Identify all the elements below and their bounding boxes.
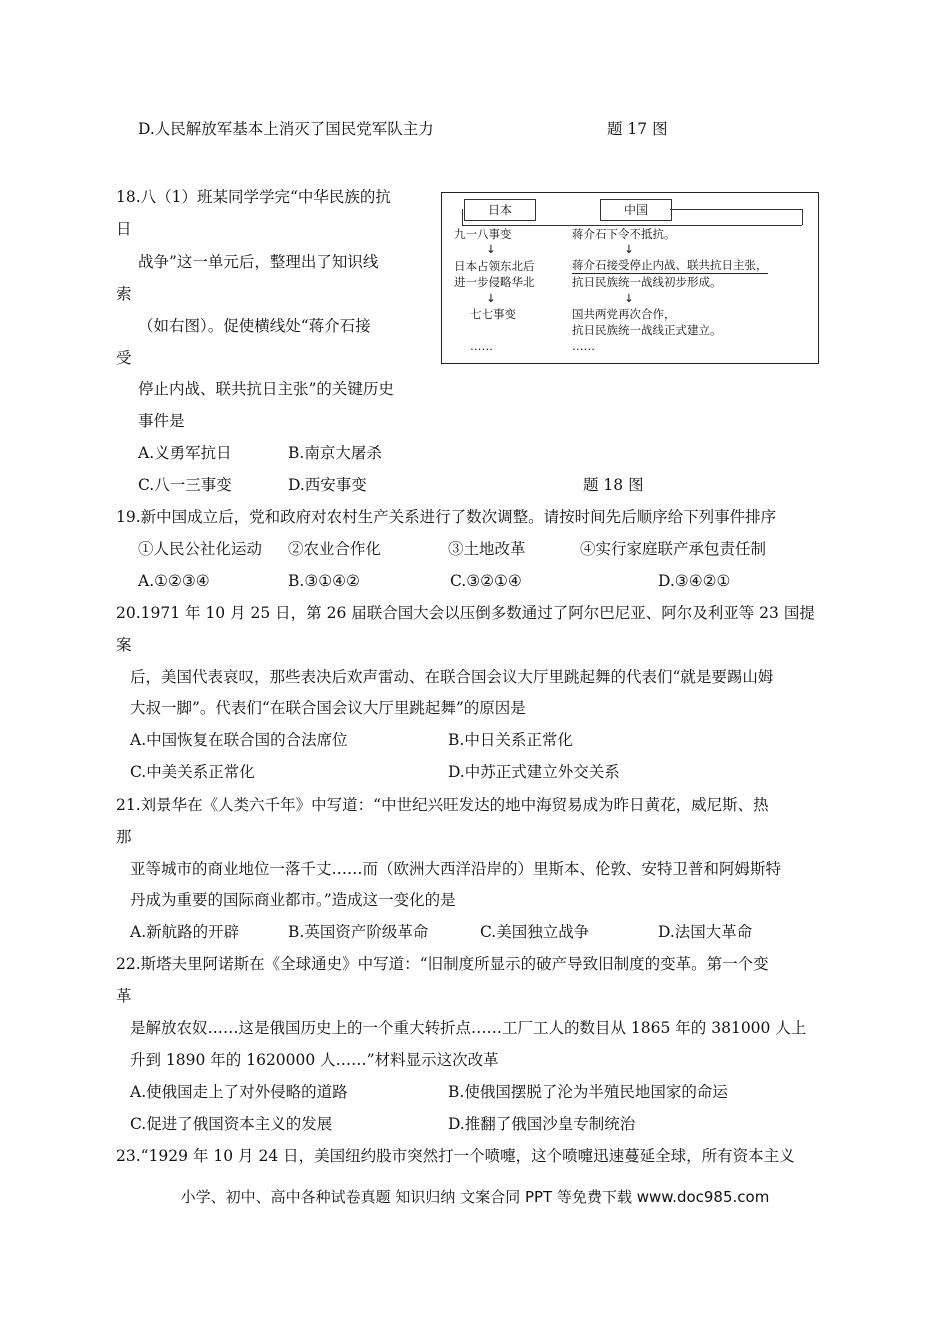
q19-stem: 19.新中国成立后，党和政府对农村生产关系进行了数次调整。请按时间先后顺序给下列事件排序 xyxy=(116,508,777,526)
q20-option-d: D.中苏正式建立外交关系 xyxy=(448,763,620,781)
q21-option-a: A.新航路的开辟 xyxy=(130,923,240,941)
fig-cn-1: 蒋介石下令不抵抗。 xyxy=(572,227,676,241)
q19-item-2: ②农业合作化 xyxy=(288,540,382,558)
q21-option-c: C.美国独立战争 xyxy=(480,923,590,941)
q22-stem-1: 22.斯塔夫里阿诺斯在《全球通史》中写道：“旧制度所显示的破产导致旧制度的变革。第一个变 xyxy=(116,955,769,973)
q18-stem-4: 索 xyxy=(116,285,132,303)
fig-connector-top xyxy=(670,209,802,210)
q22-option-d: D.推翻了俄国沙皇专制统治 xyxy=(448,1115,636,1133)
fig-jp-1: 九一八事变 xyxy=(454,227,512,241)
fig-cn-3: 抗日民族统一战线初步形成。 xyxy=(572,275,722,289)
q17-option-d: D.人民解放军基本上消灭了国民党军队主力 xyxy=(138,120,434,138)
fig-jp-5: …… xyxy=(470,339,493,353)
q19-option-d: D.③④②① xyxy=(658,572,731,590)
fig-connector-left xyxy=(462,209,463,225)
q18-stem-1: 18.八（1）班某同学学完“中华民族的抗 xyxy=(116,188,391,206)
q18-option-c: C.八一三事变 xyxy=(138,476,232,494)
q18-option-b: B.南京大屠杀 xyxy=(288,444,382,462)
fig-cn-2-underlined: 蒋介石接受停止内战、联共抗日主张， xyxy=(572,258,768,272)
fig-divider-line xyxy=(462,225,802,226)
fig-cn-arrow-1: ↓ xyxy=(624,242,634,256)
q18-stem-8: 事件是 xyxy=(138,412,185,430)
q22-option-c: C.促进了俄国资本主义的发展 xyxy=(130,1115,333,1133)
q18-option-a: A.义勇军抗日 xyxy=(138,444,232,462)
q18-stem-6: 受 xyxy=(116,349,132,367)
q22-stem-3: 是解放农奴……这是俄国历史上的一个重大转折点……工厂工人的数目从 1865 年的 381000 人上 xyxy=(130,1019,807,1037)
q19-item-1: ①人民公社化运动 xyxy=(138,540,263,558)
q18-stem-3: 战争”这一单元后，整理出了知识线 xyxy=(138,253,379,271)
fig18-knowledge-chart xyxy=(441,192,819,364)
q19-item-4: ④实行家庭联产承包责任制 xyxy=(580,540,767,558)
q22-option-a: A.使俄国走上了对外侵略的道路 xyxy=(130,1083,348,1101)
q20-option-b: B.中日关系正常化 xyxy=(448,731,573,749)
q20-stem-2: 案 xyxy=(116,636,132,654)
q20-stem-3: 后，美国代表哀叹，那些表决后欢声雷动、在联合国会议大厅里跳起舞的代表们“就是要踢山姆 xyxy=(130,668,774,686)
q21-option-b: B.英国资产阶级革命 xyxy=(288,923,429,941)
fig-jp-arrow-2: ↓ xyxy=(486,291,496,305)
q21-option-d: D.法国大革命 xyxy=(658,923,753,941)
q21-stem-3: 亚等城市的商业地位一落千丈……而（欧洲大西洋沿岸的）里斯本、伦敦、安特卫普和阿姆斯特 xyxy=(130,860,782,878)
page-footer: 小学、初中、高中各种试卷真题 知识归纳 文案合同 PPT 等免费下载 www.doc985.com xyxy=(180,1188,770,1206)
q18-stem-7: 停止内战、联共抗日主张”的关键历史 xyxy=(138,380,394,398)
fig-jp-4: 七七事变 xyxy=(470,307,516,321)
q22-option-b: B.使俄国摆脱了沦为半殖民地国家的命运 xyxy=(448,1083,728,1101)
fig17-caption: 题 17 图 xyxy=(607,120,668,138)
q18-stem-5: （如右图）。促使横线处“蒋介石接 xyxy=(138,317,371,335)
q21-stem-2: 那 xyxy=(116,828,132,846)
q19-item-3: ③土地改革 xyxy=(448,540,526,558)
fig-cn-arrow-2: ↓ xyxy=(624,291,634,305)
fig-connector-right xyxy=(802,209,803,225)
q22-stem-4: 升到 1890 年的 1620000 人……”材料显示这次改革 xyxy=(130,1051,499,1069)
q19-option-a: A.①②③④ xyxy=(138,572,210,590)
fig-cn-5: 抗日民族统一战线正式建立。 xyxy=(572,323,722,337)
fig-cn-4: 国共两党再次合作， xyxy=(572,307,676,321)
fig-jp-2: 日本占领东北后 xyxy=(454,259,535,273)
q23-stem-1: 23.“1929 年 10 月 24 日，美国纽约股市突然打一个喷嚏，这个喷嚏迅速蔓延全球，所有资本主义 xyxy=(116,1147,795,1165)
fig-header-japan: 日本 xyxy=(464,199,536,221)
q21-stem-1: 21.刘景华在《人类六千年》中写道：“中世纪兴旺发达的地中海贸易成为昨日黄花，威尼斯、热 xyxy=(116,796,769,814)
q18-option-d: D.西安事变 xyxy=(288,476,367,494)
q19-option-b: B.③①④② xyxy=(288,572,360,590)
q19-option-c: C.③②①④ xyxy=(450,572,522,590)
fig-header-china: 中国 xyxy=(600,199,672,221)
fig-jp-3: 进一步侵略华北 xyxy=(454,275,535,289)
q20-stem-1: 20.1971 年 10 月 25 日，第 26 届联合国大会以压倒多数通过了阿尔巴尼亚、阿尔及利亚等 23 国提 xyxy=(116,604,815,622)
fig-cn-6: …… xyxy=(572,339,595,353)
q21-stem-4: 丹成为重要的国际商业都市。”造成这一变化的是 xyxy=(130,891,456,909)
q18-stem-2: 日 xyxy=(116,220,132,238)
q20-stem-4: 大叔一脚”。代表们“在联合国会议大厅里跳起舞”的原因是 xyxy=(130,699,526,717)
q20-option-a: A.中国恢复在联合国的合法席位 xyxy=(130,731,348,749)
fig-jp-arrow-1: ↓ xyxy=(486,242,496,256)
fig18-caption: 题 18 图 xyxy=(583,476,644,494)
q22-stem-2: 革 xyxy=(116,987,132,1005)
q20-option-c: C.中美关系正常化 xyxy=(130,763,255,781)
